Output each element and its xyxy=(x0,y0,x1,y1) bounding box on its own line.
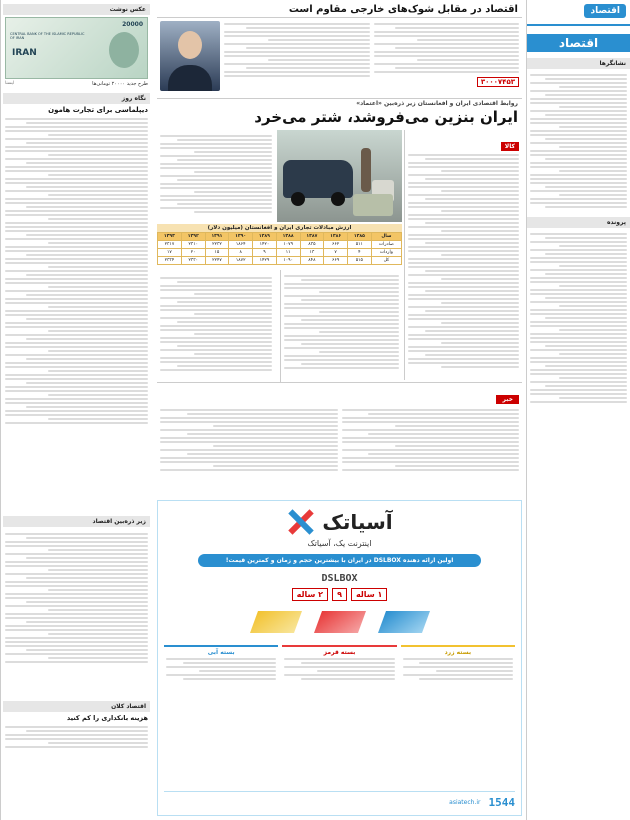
table-cell: ۵۱۵ xyxy=(347,257,371,265)
ad-plans xyxy=(164,645,515,684)
ad-logo-row xyxy=(158,507,521,537)
left-column xyxy=(0,0,152,820)
section-label: اقتصاد xyxy=(527,34,630,52)
table-cell: ۱۷ xyxy=(158,249,182,257)
table-cell: واردات xyxy=(371,249,401,257)
ad-footer xyxy=(164,791,515,809)
table-cell: ۱۴۲۰ xyxy=(253,241,277,249)
table-header-cell: ۱۳۸۶ xyxy=(324,233,348,241)
main-headline-block xyxy=(157,98,522,128)
table-cell: ۱۰۹۰ xyxy=(276,257,300,265)
table-cell: ۶۶۲ xyxy=(324,241,348,249)
window-title: دیپلماسی برای تجارت هامون xyxy=(48,106,148,114)
table-cell: ۲۲۴۷ xyxy=(205,257,229,265)
table-header-cell: ۱۳۹۳ xyxy=(158,233,182,241)
top-story xyxy=(157,2,522,97)
photo-credit: ایسنا xyxy=(5,81,15,86)
table-cell: ۲۳۳۰ xyxy=(181,257,205,265)
table-cell: ۲۳۳۴ xyxy=(158,257,182,265)
right-column xyxy=(526,0,630,820)
top-story-title: اقتصاد در مقابل شوک‌های خارجی مقاوم است xyxy=(157,2,522,18)
subhead-indicators: نشانگرها xyxy=(527,58,630,69)
ad-phone[interactable]: 1544 xyxy=(488,796,515,809)
table-cell: صادرات xyxy=(371,241,401,249)
author-photo xyxy=(160,21,220,91)
photo-caption: طرح جدید ۲۰۰۰۰ تومانی‌ها xyxy=(92,81,148,87)
trade-table-title: ارزش مبادلات تجاری ایران و افغانستان (میلیون دلار) xyxy=(157,224,402,232)
table-header-row xyxy=(158,233,402,241)
table-header-cell: ۱۳۹۲ xyxy=(181,233,205,241)
table-cell: ۲۲۳۲ xyxy=(205,241,229,249)
main-story-col-1 xyxy=(404,130,522,380)
ad-brand: آسیاتک xyxy=(322,510,393,534)
main-tag: کالا xyxy=(501,142,519,151)
table-cell: ۱۵ xyxy=(205,249,229,257)
plan-blue: بسته آبی xyxy=(164,645,278,684)
news-box xyxy=(157,382,522,500)
ad-slogan: اینترنت یک، آسیاتک xyxy=(307,539,372,548)
table-cell: ۶۶۹ xyxy=(324,257,348,265)
asiatech-logo-icon xyxy=(286,507,316,537)
table-header-cell: ۱۳۸۸ xyxy=(276,233,300,241)
ad-banner: اولین ارائه دهنده DSLBOX در ایران با بیشترین حجم و زمان و کمترین قیمت! xyxy=(198,554,481,567)
table-cell: ۸ xyxy=(229,249,253,257)
ad-year-1: ۱ ساله xyxy=(351,588,387,601)
table-cell: ۹ xyxy=(253,249,277,257)
ad-site[interactable]: asiatech.ir xyxy=(449,799,481,806)
window-heading: نگاه روز xyxy=(3,93,150,104)
last-title: هزینه بانکداری را کم کنید xyxy=(66,714,148,722)
table-cell: ۵۱۱ xyxy=(347,241,371,249)
table-header-cell: ۱۳۸۷ xyxy=(300,233,324,241)
main-photo xyxy=(277,130,402,222)
photo-heading: عکس نوشت xyxy=(3,4,150,15)
subhead-dossier: پرونده xyxy=(527,217,630,228)
box-red xyxy=(313,611,365,633)
table-header-cell: ۱۳۸۹ xyxy=(253,233,277,241)
ad-product-title: DSLBOX xyxy=(321,573,358,584)
trade-table xyxy=(157,224,402,268)
main-story-col-2 xyxy=(157,130,275,222)
banknote-image: 20000 CENTRAL BANK OF THE ISLAMIC REPUBLIC OF IRAN IRAN xyxy=(5,17,148,79)
table-row xyxy=(158,257,402,265)
box-blue xyxy=(377,611,429,633)
table-cell: ۱۸۷۲ xyxy=(229,257,253,265)
table-header-cell: سال xyxy=(371,233,401,241)
asiatech-ad[interactable] xyxy=(157,500,522,816)
plan-red: بسته قرمز xyxy=(282,645,396,684)
ad-year-2: ۲ ساله xyxy=(292,588,328,601)
table-row xyxy=(158,241,402,249)
table-cell: ۱۱ xyxy=(276,249,300,257)
banknote-value: 20000 xyxy=(122,21,143,28)
table-cell: ۲۰ xyxy=(181,249,205,257)
table-cell: ۱۴۲۹ xyxy=(253,257,277,265)
table-cell: ۸۴۸ xyxy=(300,257,324,265)
table-cell: ۱۸۶۴ xyxy=(229,241,253,249)
news-box-heading: خبر xyxy=(496,395,519,404)
main-story-col-3 xyxy=(280,270,402,382)
table-cell: کل xyxy=(371,257,401,265)
table-row xyxy=(158,249,402,257)
table-header-cell: ۱۳۸۵ xyxy=(347,233,371,241)
table-cell: ۱۳ xyxy=(300,249,324,257)
table-cell: ۷ xyxy=(324,249,348,257)
ad-duration-row xyxy=(158,588,521,601)
table-cell: ۲۳۱۷ xyxy=(158,241,182,249)
table-cell: ۴ xyxy=(347,249,371,257)
ad-year-3: ۹ xyxy=(332,588,347,601)
masthead xyxy=(527,0,630,26)
plan-yellow: بسته زرد xyxy=(401,645,515,684)
table-cell: ۱۰۷۹ xyxy=(276,241,300,249)
table-cell: ۸۳۵ xyxy=(300,241,324,249)
table-cell: ۲۳۱۰ xyxy=(181,241,205,249)
box-yellow xyxy=(249,611,301,633)
main-kicker: روابط اقتصادی ایران و افغانستان زیر ذره‌بین «اعتماد» xyxy=(356,100,518,107)
table-header-cell: ۱۳۹۱ xyxy=(205,233,229,241)
ad-products xyxy=(158,611,521,633)
paper-logo: اقتصاد xyxy=(584,4,626,18)
top-story-code: ۳۰۰۰۷۴۵۳ xyxy=(477,77,519,87)
last-heading: اقتصاد کلان xyxy=(3,701,150,712)
banknote-label: CENTRAL BANK OF THE ISLAMIC REPUBLIC OF IRAN xyxy=(10,32,85,40)
table-header-cell: ۱۳۹۰ xyxy=(229,233,253,241)
market-heading: زیر ذره‌بین اقتصاد xyxy=(3,516,150,527)
main-title: ایران بنزین می‌فروشد، شتر می‌خرد xyxy=(254,108,518,126)
